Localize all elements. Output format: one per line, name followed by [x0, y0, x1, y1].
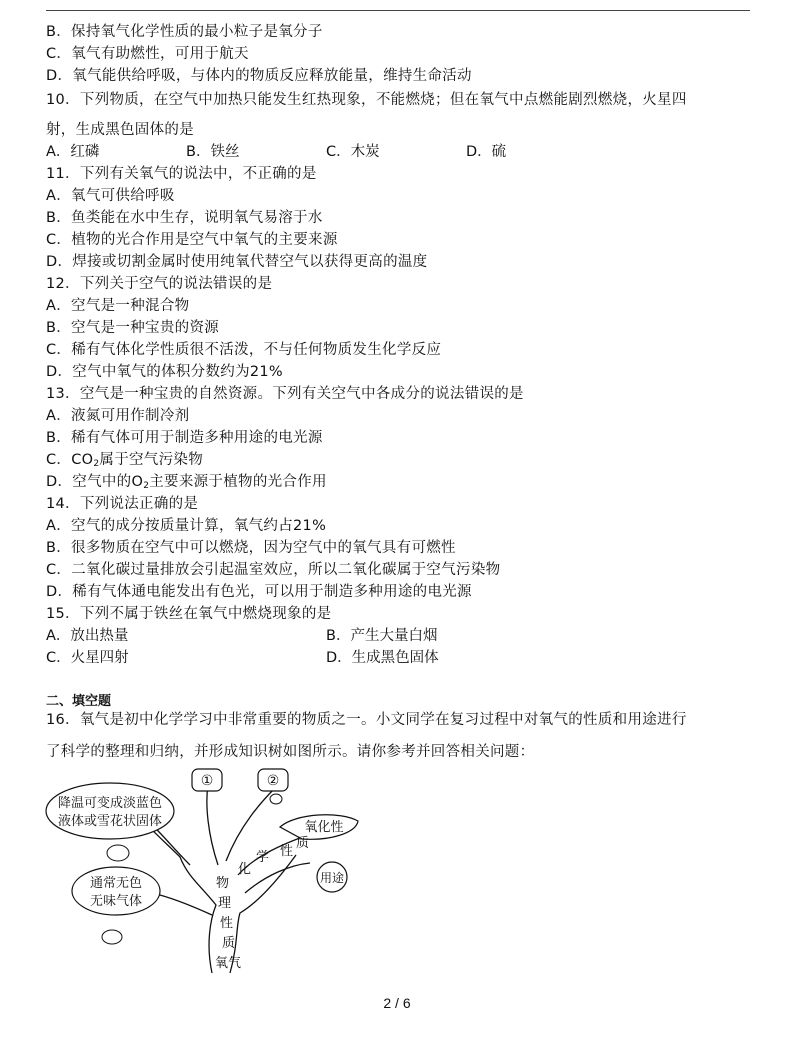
- leaf-1-line2: 液体或雪花状固体: [57, 814, 163, 829]
- phys-char-2: 理: [218, 896, 232, 911]
- q13d-prefix: D．空气中的O: [46, 474, 144, 490]
- q15-option-b: B．产生大量白烟: [326, 628, 438, 644]
- q10-stem-cont: 射，生成黑色固体的是: [46, 122, 194, 138]
- q14-option-c: C．二氧化碳过量排放会引起温室效应，所以二氧化碳属于空气污染物: [46, 562, 501, 578]
- header-rule: [46, 10, 750, 11]
- q10-stem: 10．下列物质，在空气中加热只能发生红热现象，不能燃烧；但在氧气中点燃能剧烈燃烧，火星四: [46, 92, 687, 108]
- q10-option-a: A．红磷: [46, 144, 100, 160]
- q14-option-d: D．稀有气体通电能发出有色光，可以用于制造多种用途的电光源: [46, 584, 472, 600]
- q12-option-c: C．稀有气体化学性质很不活泼，不与任何物质发生化学反应: [46, 342, 442, 358]
- use-label: 用途: [319, 871, 345, 885]
- q14-option-b: B．很多物质在空气中可以燃烧，因为空气中的氧气具有可燃性: [46, 540, 456, 556]
- section-heading: 二、填空题: [46, 694, 112, 709]
- q14-option-a: A．空气的成分按质量计算，氧气约占21%: [46, 518, 327, 534]
- chem-char-4: 质: [296, 836, 310, 851]
- phys-char-1: 物: [216, 876, 230, 891]
- q13-option-d: [46, 472, 327, 496]
- q11-option-a: A．氧气可供给呼吸: [46, 188, 175, 204]
- q13d-suffix: 主要来源于植物的光合作用: [149, 474, 327, 490]
- q13c-prefix: C．CO: [46, 452, 94, 468]
- q13c-suffix: 属于空气污染物: [99, 452, 204, 468]
- q13-stem: 13．空气是一种宝贵的自然资源。下列有关空气中各成分的说法错误的是: [46, 386, 524, 402]
- q9-option-c: C．氧气有助燃性，可用于航天: [46, 46, 249, 62]
- q12-option-d: D．空气中氧气的体积分数约为21%: [46, 364, 283, 380]
- branch-lower-left: [152, 893, 212, 915]
- leaf-2-fruit: [102, 930, 122, 944]
- blank-2-fruit: [270, 794, 282, 804]
- q11-option-d: D．焊接或切割金属时使用纯氧代替空气以获得更高的温度: [46, 254, 428, 270]
- knowledge-tree-svg: [40, 765, 370, 975]
- q13d-subscript: 2: [143, 481, 150, 491]
- page-number: 2 / 6: [383, 995, 411, 1011]
- q9-option-b: B．保持氧气化学性质的最小粒子是氧分子: [46, 24, 323, 40]
- leaf-2-line2: 无味气体: [89, 894, 143, 909]
- q13-option-c: [46, 450, 203, 474]
- q10-option-d: D．硫: [466, 144, 507, 160]
- q11-stem: 11．下列有关氧气的说法中，不正确的是: [46, 166, 317, 182]
- q16-stem-cont: 了科学的整理和归纳，并形成知识树如图所示。请你参考并回答相关问题：: [46, 744, 535, 760]
- q14-stem: 14．下列说法正确的是: [46, 496, 199, 512]
- leaf-2-line1: 通常无色: [89, 876, 143, 891]
- q12-option-b: B．空气是一种宝贵的资源: [46, 320, 220, 336]
- q13-option-b: B．稀有气体可用于制造多种用途的电光源: [46, 430, 323, 446]
- q16-stem: 16．氧气是初中化学学习中非常重要的物质之一。小文同学在复习过程中对氧气的性质和用途进行: [46, 712, 687, 728]
- q12-option-a: A．空气是一种混合物: [46, 298, 190, 314]
- tree-trunk: [140, 817, 296, 973]
- q15-option-a: A．放出热量: [46, 628, 129, 644]
- q11-option-b: B．鱼类能在水中生存，说明氧气易溶于水: [46, 210, 323, 226]
- q15-option-c: C．火星四射: [46, 650, 129, 666]
- chem-char-3: 性: [280, 844, 294, 859]
- q12-stem: 12．下列关于空气的说法错误的是: [46, 276, 273, 292]
- q10-option-c: C．木炭: [326, 144, 380, 160]
- q15-option-d: D．生成黑色固体: [326, 650, 439, 666]
- knowledge-tree-figure: [40, 765, 370, 979]
- leaf-1: [46, 783, 174, 839]
- phys-char-3: 性: [220, 916, 234, 931]
- root-label: 氧气: [214, 956, 242, 971]
- q13-option-a: A．液氮可用作制冷剂: [46, 408, 190, 424]
- blank-1-label: ①: [200, 773, 214, 789]
- q9-option-d: D．氧气能供给呼吸，与体内的物质反应释放能量，维持生命活动: [46, 68, 472, 84]
- q11-option-c: C．植物的光合作用是空气中氧气的主要来源: [46, 232, 338, 248]
- q10-option-b: B．铁丝: [186, 144, 240, 160]
- leaf-1-line1: 降温可变成淡蓝色: [57, 796, 163, 811]
- chem-char-2: 学: [256, 850, 270, 865]
- q15-stem: 15．下列不属于铁丝在氧气中燃烧现象的是: [46, 606, 332, 622]
- q13c-subscript: 2: [93, 459, 100, 469]
- chem-char-1: 化: [238, 862, 252, 877]
- blank-2-label: ②: [266, 773, 280, 789]
- oxidizing-label: 氧化性: [304, 820, 344, 835]
- leaf-1-fruit: [107, 845, 129, 861]
- phys-char-4: 质: [222, 936, 236, 951]
